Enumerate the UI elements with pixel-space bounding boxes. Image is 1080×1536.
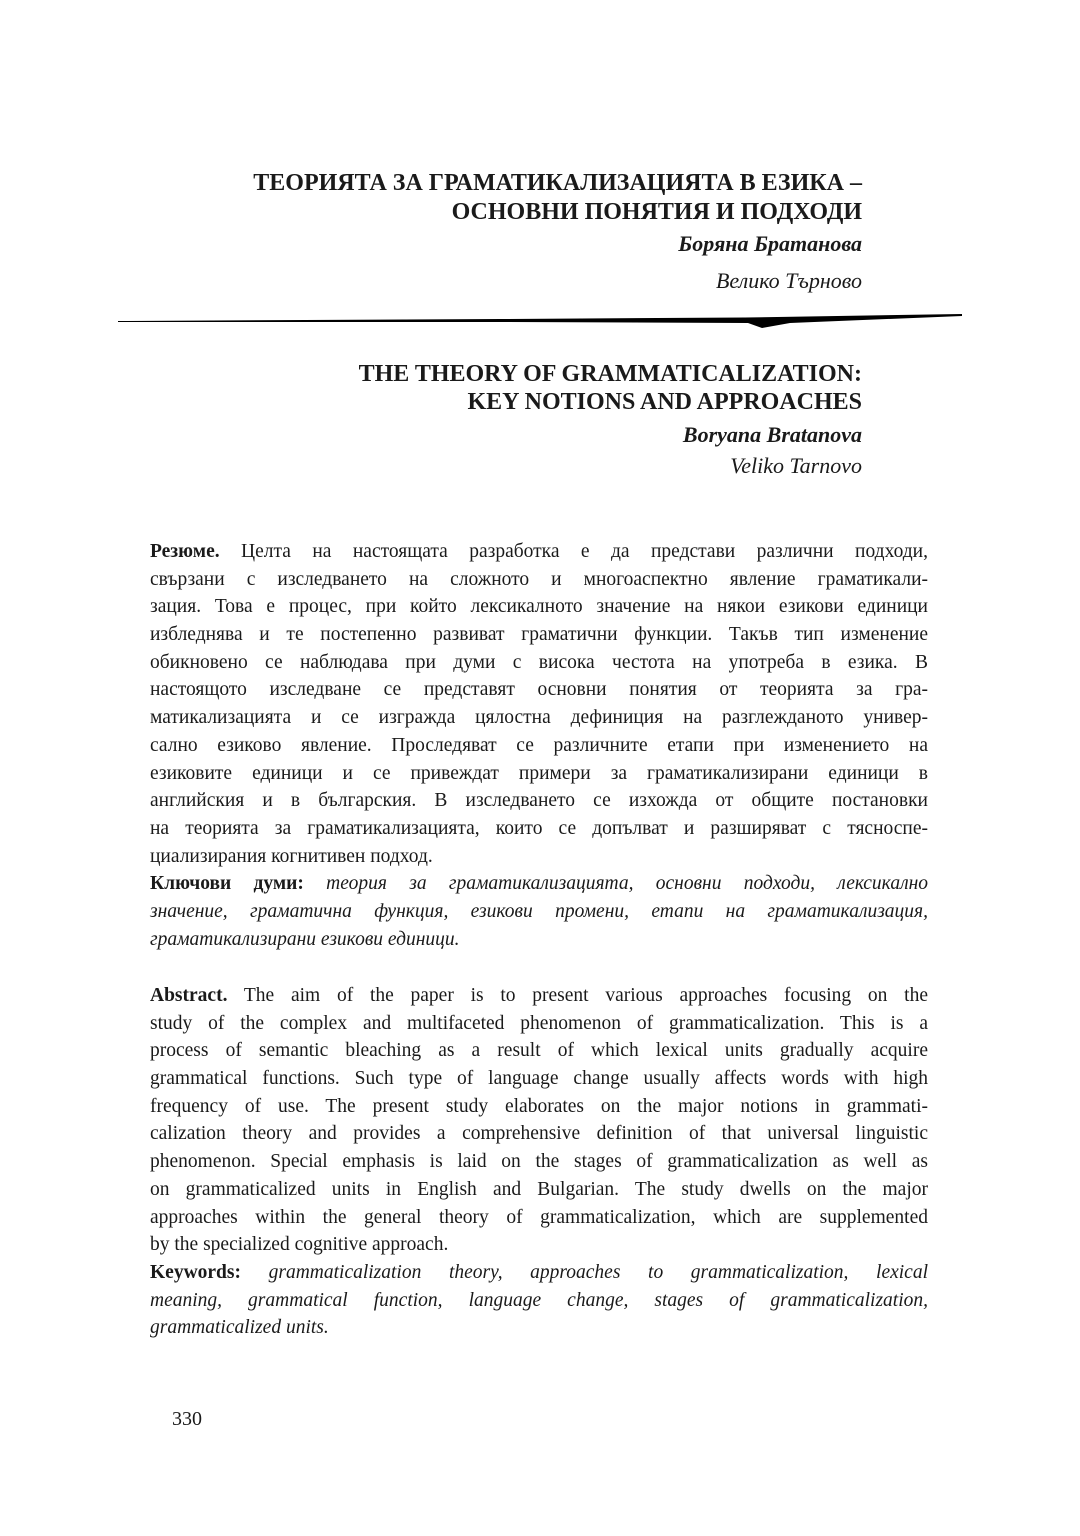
text-line: Ключови думи: теория за граматикализацията, основни подходи, лексикално [150, 873, 928, 895]
text-line: настоящото изследване се представят основни понятия от теорията за гра- [150, 679, 928, 701]
text-line: на теорията за граматикализацията, които се допълват и разширяват с тясноспе- [150, 817, 928, 839]
text-line: approaches within the general theory of grammaticalization, which are supplemented [150, 1206, 928, 1228]
resume [150, 538, 928, 870]
bg-keywords [150, 870, 928, 953]
text-line: study of the complex and multifaceted phenomenon of grammaticalization. This is a [150, 1012, 928, 1034]
en-keywords [150, 1259, 928, 1342]
bg-author: Боряна Братанова [678, 231, 862, 256]
text-line: calization theory and provides a comprehensive definition of that universal linguistic [150, 1123, 928, 1145]
text-line: свързани с изследването на сложното и многоаспектно явление граматикали- [150, 568, 928, 590]
text-line: frequency of use. The present study elaborates on the major notions in grammati- [150, 1095, 928, 1117]
text-line: матикализацията и се изгражда цялостна дефиниция на разглежданото универ- [150, 707, 928, 729]
bg-resume [150, 538, 928, 953]
text-line: process of semantic bleaching as a result of which lexical units gradually acquire [150, 1040, 928, 1062]
label: Keywords: [150, 1261, 241, 1283]
text-line: on grammaticalized units in English and Bulgarian. The study dwells on the major [150, 1178, 928, 1200]
bg-title-line-2: ОСНОВНИ ПОНЯТИЯ И ПОДХОДИ [451, 199, 862, 225]
decorative-divider [0, 0, 1080, 340]
text-line: граматикализирани езикови единици. [150, 928, 460, 950]
text-line: by the specialized cognitive approach. [150, 1234, 449, 1256]
text-line: сално езиково явление. Проследяват се различните етапи при изменението на [150, 734, 928, 756]
bg-title-line-1: ТЕОРИЯТА ЗА ГРАМАТИКАЛИЗАЦИЯТА В ЕЗИКА – [253, 170, 862, 196]
text-line: phenomenon. Special emphasis is laid on the stages of grammaticalization as well as [150, 1151, 928, 1173]
text-line: meaning, grammatical function, language change, stages of grammaticalization, [150, 1289, 928, 1311]
en-abstract [150, 982, 928, 1342]
text-line: grammatical functions. Such type of language change usually affects words with high [150, 1068, 928, 1090]
text-line: английския и в българския. В изследването се изхожда от общите постановки [150, 790, 928, 812]
text-line: обикновено се наблюдава при думи с висока честота на употреба в езика. В [150, 651, 928, 673]
label: Abstract. [150, 985, 228, 1006]
text-line: избледнява и те постепенно развиват граматични функции. Такъв тип изменение [150, 624, 928, 646]
text-line: зация. Това е процес, при който лексикалното значение на някои езикови единици [150, 596, 928, 618]
en-author: Boryana Bratanova [682, 422, 862, 447]
label: Ключови думи: [150, 873, 304, 895]
text-line: циализирания когнитивен подход. [150, 845, 433, 867]
en-title-line-1: THE THEORY OF GRAMMATICALIZATION: [358, 361, 862, 387]
text-line: значение, граматична функция, езикови промени, етапи на граматикализация, [150, 900, 928, 922]
label: Резюме. [150, 541, 220, 562]
text-line: езиковите единици и се привеждат примери за граматикализирани единици в [150, 762, 928, 784]
text-line: Abstract. The aim of the paper is to present various approaches focusing on the [150, 985, 928, 1006]
text-line: grammaticalized units. [150, 1317, 329, 1339]
text-line: Резюме. Целта на настоящата разработка е да представи различни подходи, [150, 541, 928, 562]
bg-city: Велико Търново [715, 268, 862, 293]
abstract [150, 982, 928, 1259]
en-city: Veliko Tarnovo [730, 453, 862, 478]
page-number: 330 [172, 1408, 202, 1430]
text-line: Keywords: grammaticalization theory, approaches to grammaticalization, lexical [150, 1261, 928, 1283]
en-title-line-2: KEY NOTIONS AND APPROACHES [467, 389, 862, 415]
